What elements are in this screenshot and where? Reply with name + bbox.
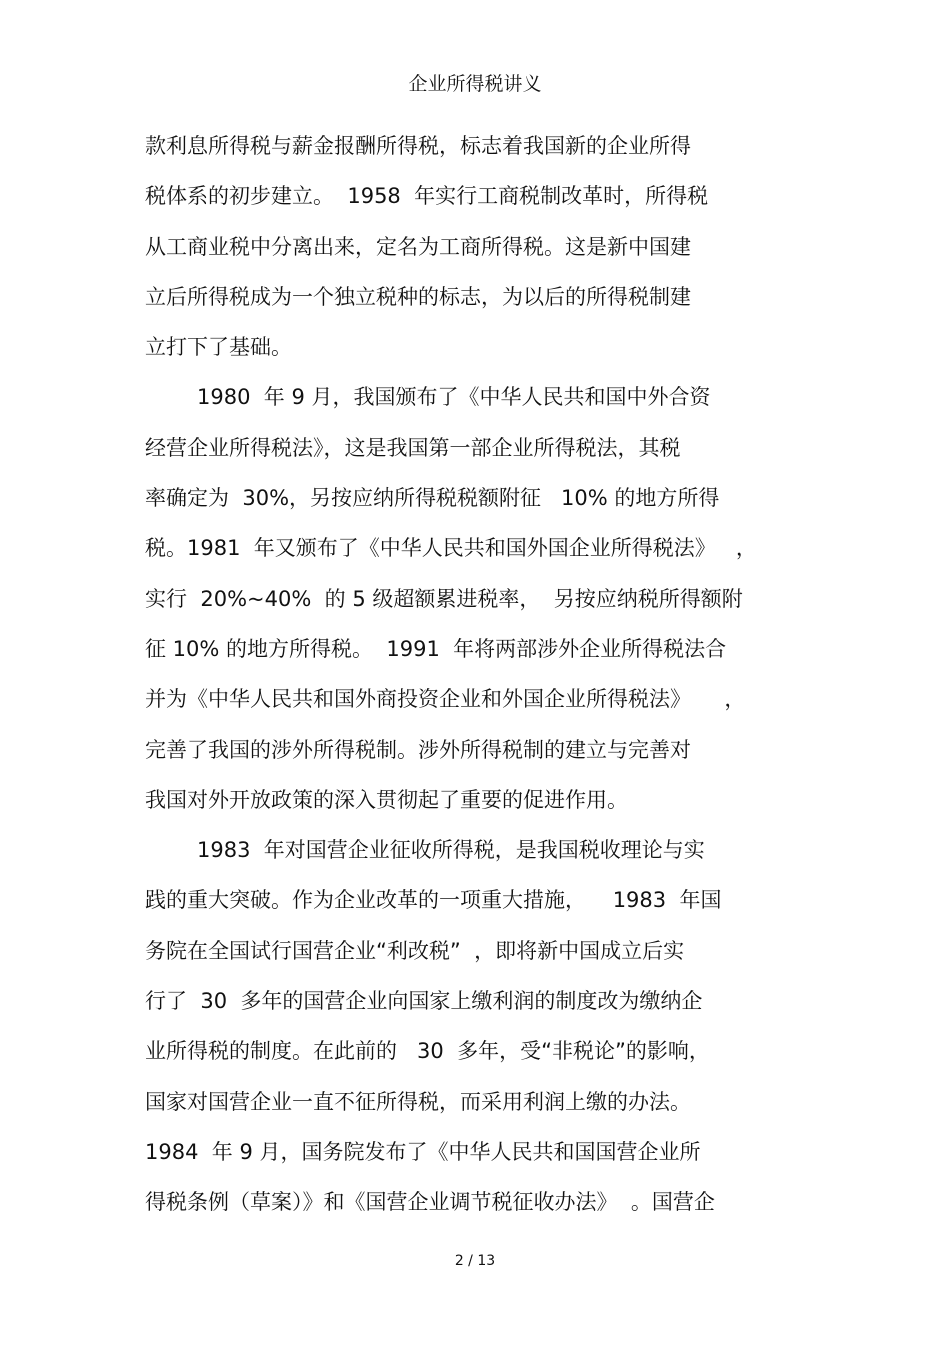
page-number: 2 / 13 [454,1253,496,1269]
document-body [145,128,815,1235]
text-line: 款利息所得税与薪金报酬所得税，标志着我国新的企业所得 [145,134,691,158]
page-header-title: 企业所得税讲义 [408,73,542,95]
text-line: 务院在全国试行国营企业“利改税” ，即将新中国成立后实 [145,938,685,963]
text-line: 行了 30 多年的国营企业向国家上缴利润的制度改为缴纳企 [145,989,703,1014]
paragraph-first-line: 1983 年对国营企业征收所得税，是我国税收理论与实 [197,838,705,863]
text-line: 我国对外开放政策的深入贯彻起了重要的促进作用。 [145,787,628,812]
text-line: 1984 年 9 月，国务院发布了《中华人民共和国国营企业所 [145,1139,701,1164]
text-line: 业所得税的制度。在此前的 30 多年，受“非税论”的影响， [145,1039,710,1064]
text-line: 经营企业所得税法》，这是我国第一部企业所得税法，其税 [145,435,681,460]
text-line: 税体系的初步建立。 1958 年实行工商税制改革时，所得税 [145,184,709,209]
text-line: 完善了我国的涉外所得税制。涉外所得税制的建立与完善对 [145,737,691,762]
text-line: 税。1981 年又颁布了《中华人民共和国外国企业所得税法》 ， [145,536,757,561]
text-line: 践的重大突破。作为企业改革的一项重大措施， 1983 年国 [145,888,722,913]
paragraph-first-line: 1980 年 9 月，我国颁布了《中华人民共和国中外合资 [197,385,711,410]
text-line: 立后所得税成为一个独立税种的标志，为以后的所得税制建 [145,284,691,309]
text-line: 得税条例（草案）》和《国营企业调节税征收办法》 。国营企 [145,1190,715,1215]
text-line: 从工商业税中分离出来，定名为工商所得税。这是新中国建 [145,234,691,259]
text-line: 并为《中华人民共和国外商投资企业和外国企业所得税法》 ， [145,687,746,712]
text-line: 征 10% 的地方所得税。 1991 年将两部涉外企业所得税法合 [145,636,727,661]
text-line: 国家对国营企业一直不征所得税，而采用利润上缴的办法。 [145,1089,691,1114]
text-line: 实行 20%~40% 的 5 级超额累进税率， 另按应纳税所得额附 [145,586,743,611]
text-line: 率确定为 30%，另按应纳所得税税额附征 10% 的地方所得 [145,486,720,511]
text-line: 立打下了基础。 [145,335,292,360]
